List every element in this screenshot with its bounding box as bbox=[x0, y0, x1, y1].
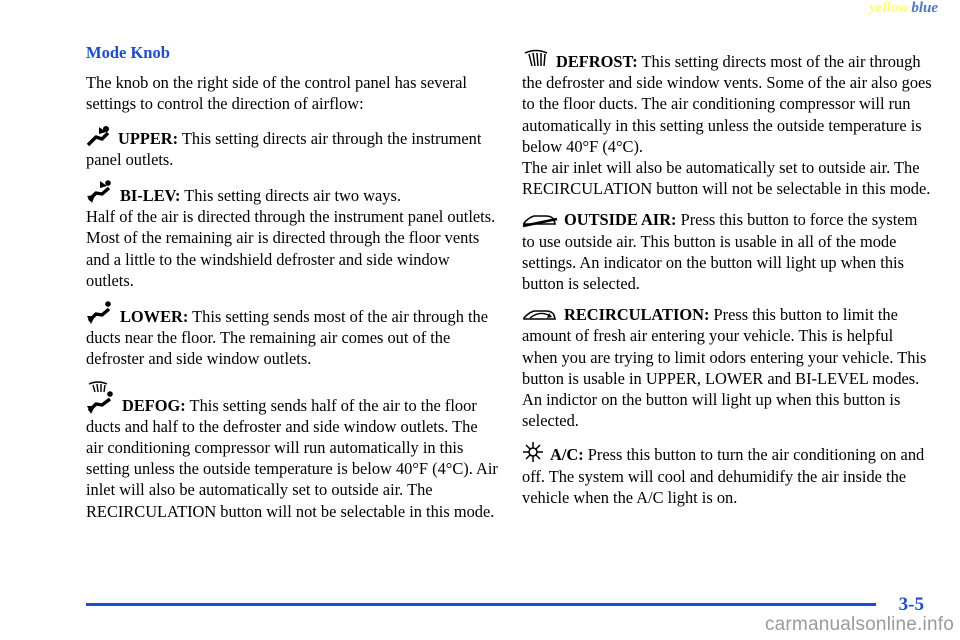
defrost-term: DEFROST: bbox=[556, 52, 638, 71]
defrost-text-continued: The air inlet will also be automatically set to outside air. The RECIRCULATION button will not be selectable in this mode. bbox=[522, 158, 931, 199]
outside-air-term: OUTSIDE AIR: bbox=[564, 210, 677, 230]
ac-text: Press this button to turn the air conditioning on and off. The system will cool and dehumidify the air inside the vehicle when the A/C light is on. bbox=[522, 445, 925, 507]
bilev-text-continued: Half of the air is directed through the instrument panel outlets. Most of the remaining air is directed through the floor vents and a little to the windshield defroster and side window outlets. bbox=[86, 207, 496, 290]
defrost-icon bbox=[522, 48, 550, 70]
section-heading: Mode Knob bbox=[86, 43, 170, 62]
recirculation-icon bbox=[522, 307, 558, 323]
snowflake-icon bbox=[522, 441, 544, 463]
defog-text: This setting sends half of the air to the floor ducts and half to the defroster and side window outlets. The air conditioning compressor will run automatically in this setting unless the outside temperature is below 40°F (4°C). Air inlet will also be automatically set to outside air. The RECIRCULATION button will not be selectable in this mode. bbox=[86, 395, 498, 521]
yellow-label: yellow bbox=[869, 0, 909, 16]
intro-paragraph: The knob on the right side of the control panel has several settings to control the direction of airflow: bbox=[86, 73, 467, 114]
recirculation-paragraph bbox=[522, 304, 932, 431]
lower-mode-icon bbox=[86, 301, 114, 325]
ac-term: A/C: bbox=[550, 445, 584, 465]
outside-air-icon bbox=[522, 212, 558, 228]
bilev-term: BI-LEV: bbox=[120, 186, 181, 206]
recirculation-text: Press this button to limit the amount of fresh air entering your vehicle. This is helpful when you are trying to limit odors entering your vehicle. This button is usable in UPPER, LOWER and BI-LEVEL modes. An indictor on the button will light up when this button is selected. bbox=[522, 305, 927, 431]
right-column bbox=[522, 48, 932, 518]
upper-text: This setting directs air through the instrument panel outlets. bbox=[86, 128, 482, 169]
bilev-text: This setting directs air two ways. bbox=[180, 186, 401, 206]
left-column bbox=[86, 42, 498, 532]
lower-term: LOWER: bbox=[120, 307, 189, 327]
recirculation-term: RECIRCULATION: bbox=[564, 305, 710, 325]
lower-text: This setting sends most of the air through the ducts near the floor. The remaining air comes out of the defroster and side window outlets. bbox=[86, 307, 489, 369]
upper-paragraph bbox=[86, 125, 498, 170]
color-legend bbox=[869, 0, 938, 17]
defog-term: DEFOG: bbox=[122, 395, 186, 415]
bilevel-mode-icon bbox=[86, 180, 114, 204]
defrost-text: This setting directs most of the air through the defroster and side window vents. Some of the air also goes to the floor ducts. The air conditioning compressor will run automatically in this setting unless the outside temperature is below 40°F (4°C). bbox=[522, 52, 932, 156]
page-number: 3-5 bbox=[898, 594, 924, 615]
outside-air-paragraph bbox=[522, 209, 932, 294]
lower-paragraph bbox=[86, 301, 498, 370]
upper-mode-icon bbox=[86, 125, 112, 147]
defrost-paragraph bbox=[522, 48, 932, 199]
footer-rule bbox=[86, 603, 876, 606]
ac-paragraph bbox=[522, 441, 932, 508]
defog-paragraph bbox=[86, 380, 498, 522]
blue-label: blue bbox=[911, 0, 938, 16]
bilev-paragraph bbox=[86, 180, 498, 291]
upper-term: UPPER: bbox=[118, 128, 179, 148]
defog-mode-icon bbox=[86, 380, 116, 414]
watermark: carmanualsonline.info bbox=[764, 614, 954, 635]
outside-air-text: Press this button to force the system to use outside air. This button is usable in all of the mode settings. An indicator on the button will light up when this button is selected. bbox=[522, 210, 918, 294]
